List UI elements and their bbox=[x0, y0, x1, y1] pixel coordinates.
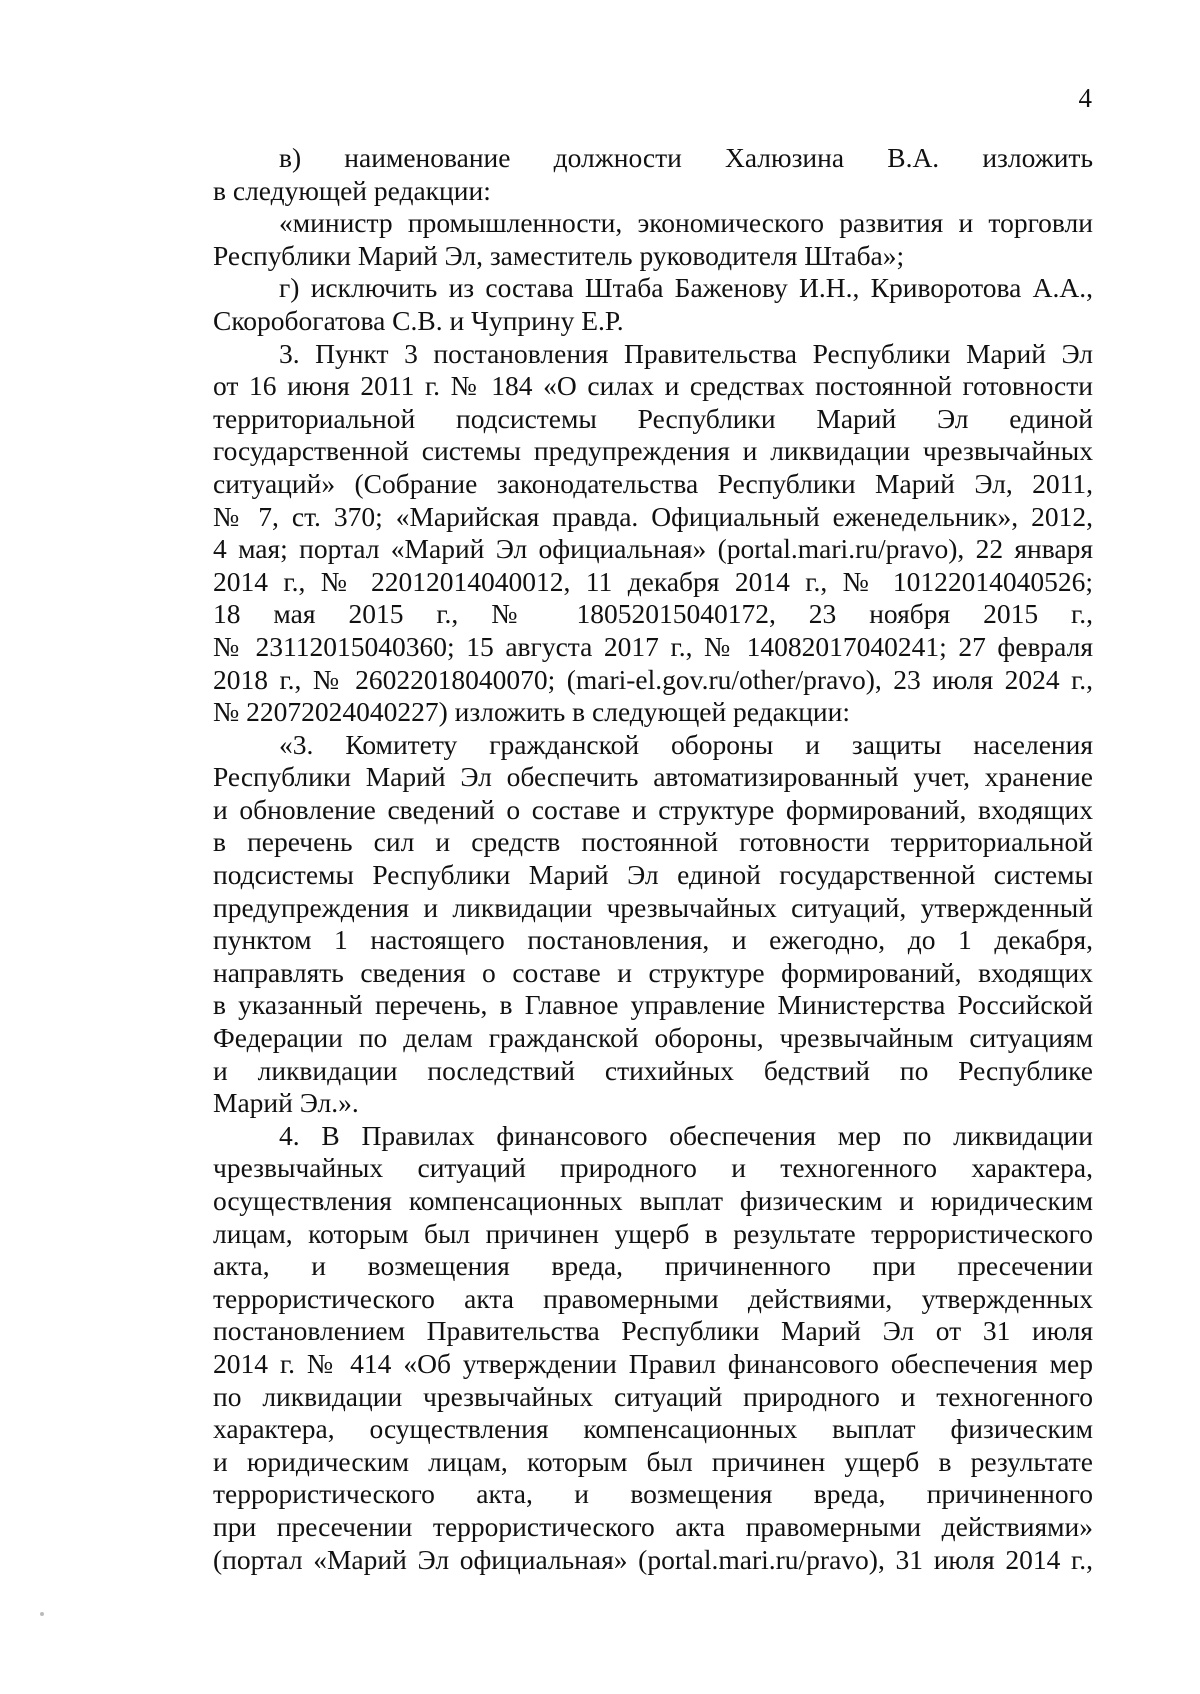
text-line: акта, и возмещения вреда, причиненного при пресечении bbox=[213, 1250, 1093, 1282]
text-line: предупреждения и ликвидации чрезвычайных ситуаций, утвержденный bbox=[213, 891, 1093, 923]
scan-speck bbox=[40, 1612, 44, 1616]
text-line: Республики Марий Эл обеспечить автоматизированный учет, хранение bbox=[213, 761, 1093, 793]
text-line: 4. В Правилах финансового обеспечения мер по ликвидации bbox=[279, 1119, 1093, 1151]
text-line: при пресечении террористического акта правомерными действиями» bbox=[213, 1510, 1093, 1542]
text-line: и ликвидации последствий стихийных бедствий по Республике bbox=[213, 1054, 1093, 1086]
text-line: № 22072024040227) изложить в следующей редакции: bbox=[213, 696, 850, 728]
text-line: 2014 г., № 22012014040012, 11 декабря 2014 г., № 10122014040526; bbox=[213, 565, 1093, 597]
text-line: лицам, которым был причинен ущерб в результате террористического bbox=[213, 1217, 1093, 1249]
text-line: в указанный перечень, в Главное управление Министерства Российской bbox=[213, 989, 1093, 1021]
text-line: 4 мая; портал «Марий Эл официальная» (portal.mari.ru/pravo), 22 января bbox=[213, 533, 1093, 565]
text-line: «3. Комитету гражданской обороны и защиты населения bbox=[279, 728, 1093, 760]
text-line: террористического акта, и возмещения вреда, причиненного bbox=[213, 1478, 1093, 1510]
paragraph bbox=[213, 338, 1093, 729]
text-line: 18 мая 2015 г., № 18052015040172, 23 ноября 2015 г., bbox=[213, 598, 1093, 630]
text-line: подсистемы Республики Марий Эл единой государственной системы bbox=[213, 859, 1093, 891]
text-line: направлять сведения о составе и структуре формирований, входящих bbox=[213, 956, 1093, 988]
text-line: в следующей редакции: bbox=[213, 174, 491, 206]
text-line: Скоробогатова С.В. и Чуприну Е.Р. bbox=[213, 304, 624, 336]
text-line: в перечень сил и средств постоянной готовности территориальной bbox=[213, 826, 1093, 858]
text-line: № 23112015040360; 15 августа 2017 г., № 14082017040241; 27 февраля bbox=[213, 630, 1093, 662]
text-line: территориальной подсистемы Республики Марий Эл единой bbox=[213, 402, 1093, 434]
paragraph bbox=[213, 207, 1093, 272]
document-body bbox=[213, 142, 1093, 1576]
text-line: «министр промышленности, экономического развития и торговли bbox=[279, 207, 1093, 239]
paragraph bbox=[213, 272, 1093, 337]
text-line: 2014 г. № 414 «Об утверждении Правил финансового обеспечения мер bbox=[213, 1347, 1093, 1379]
text-line: и обновление сведений о составе и структуре формирований, входящих bbox=[213, 793, 1093, 825]
text-line: пунктом 1 настоящего постановления, и ежегодно, до 1 декабря, bbox=[213, 924, 1093, 956]
text-line: Федерации по делам гражданской обороны, чрезвычайным ситуациям bbox=[213, 1022, 1093, 1054]
text-line: от 16 июня 2011 г. № 184 «О силах и средствах постоянной готовности bbox=[213, 370, 1093, 402]
text-line: Марий Эл.». bbox=[213, 1087, 359, 1119]
paragraph bbox=[213, 1120, 1093, 1576]
text-line: г) исключить из состава Штаба Баженову И.Н., Криворотова А.А., bbox=[279, 272, 1093, 304]
paragraph bbox=[213, 729, 1093, 1120]
text-line: чрезвычайных ситуаций природного и техногенного характера, bbox=[213, 1152, 1093, 1184]
text-line: государственной системы предупреждения и ликвидации чрезвычайных bbox=[213, 435, 1093, 467]
paragraph bbox=[213, 142, 1093, 207]
text-line: в) наименование должности Халюзина В.А. изложить bbox=[279, 142, 1093, 173]
text-line: характера, осуществления компенсационных выплат физическим bbox=[213, 1413, 1093, 1445]
text-line: 2018 г., № 26022018040070; (mari-el.gov.ru/other/pravo), 23 июля 2024 г., bbox=[213, 663, 1093, 695]
text-line: террористического акта правомерными действиями, утвержденных bbox=[213, 1282, 1093, 1314]
text-line: постановлением Правительства Республики Марий Эл от 31 июля bbox=[213, 1315, 1093, 1347]
page-number: 4 bbox=[1078, 83, 1092, 113]
text-line: (портал «Марий Эл официальная» (portal.mari.ru/pravo), 31 июля 2014 г., bbox=[213, 1543, 1093, 1575]
text-line: 3. Пункт 3 постановления Правительства Республики Марий Эл bbox=[279, 337, 1093, 369]
text-line: Республики Марий Эл, заместитель руководителя Штаба»; bbox=[213, 239, 905, 271]
text-line: № 7, ст. 370; «Марийская правда. Официальный еженедельник», 2012, bbox=[213, 500, 1093, 532]
text-line: ситуаций» (Собрание законодательства Республики Марий Эл, 2011, bbox=[213, 467, 1093, 499]
text-line: и юридическим лицам, которым был причинен ущерб в результате bbox=[213, 1445, 1093, 1477]
text-line: осуществления компенсационных выплат физическим и юридическим bbox=[213, 1185, 1093, 1216]
text-line: по ликвидации чрезвычайных ситуаций природного и техногенного bbox=[213, 1380, 1093, 1412]
